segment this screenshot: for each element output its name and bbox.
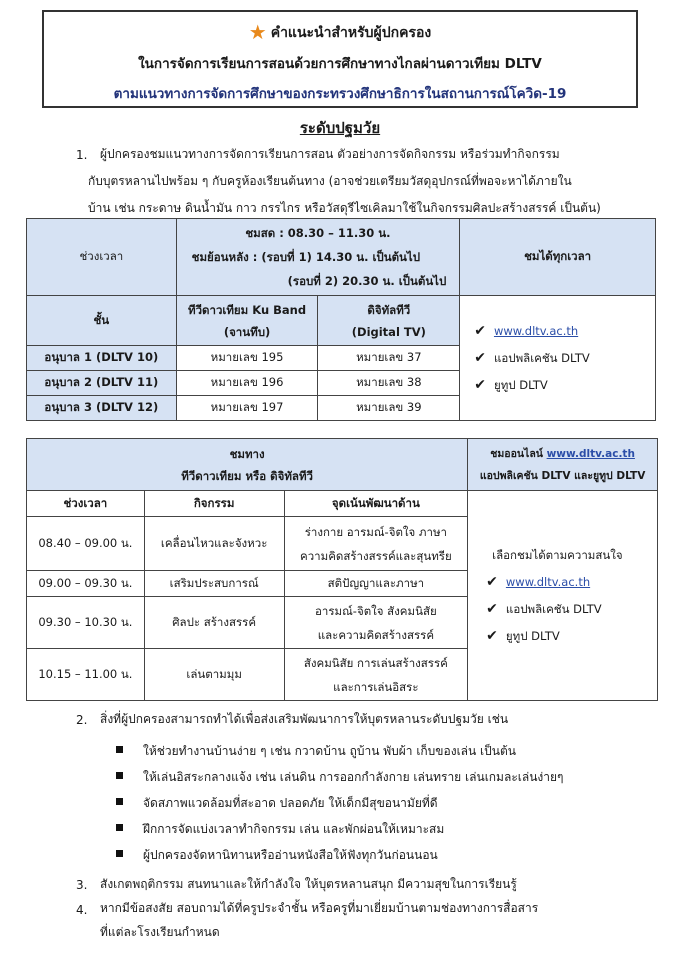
item1-number: 1. [76, 148, 88, 162]
broadcast-times: ชมสด : 08.30 – 11.30 น. ชมย้อนหลัง : (รอบที่ 1) 14.30 น. เป็นต้นไป (รอบที่ 2) 20.30 น. เป็นต้นไป [176, 219, 460, 296]
online-choices: เลือกชมได้ตามความสนใจ ✔ www.dltv.ac.th ✔ แอปพลิเคชัน DLTV ✔ ยูทูป DLTV [468, 491, 658, 701]
anytime-item [474, 318, 652, 345]
col-activity-header: กิจกรรม [144, 491, 284, 517]
table-row: อนุบาล 2 (DLTV 11) หมายเลข 196 หมายเลข 38 [27, 371, 656, 396]
anytime-item: ✔ ยูทูป DLTV [474, 376, 548, 393]
header-subtitle: ในการจัดการเรียนการสอนด้วยการศึกษาทางไกลผ่านดาวเทียม DLTV [138, 56, 542, 72]
header-guideline: ตามแนวทางการจัดการศึกษาของกระทรวงศึกษาธิการในสถานการณ์โควิด-19 [113, 86, 567, 102]
check-icon: ✔ [474, 349, 486, 366]
item2-number: 2. [76, 713, 88, 727]
header-box [42, 10, 638, 108]
anytime-header: ชมได้ทุกเวลา [460, 219, 656, 296]
table-row: อนุบาล 1 (DLTV 10) หมายเลข 195 หมายเลข 37 [27, 346, 656, 371]
bullet-icon [116, 746, 123, 753]
activity-table [26, 438, 658, 701]
col-focus-header: จุดเน้นพัฒนาด้าน [284, 491, 468, 517]
item4-text: หากมีข้อสงสัย สอบถามได้ที่ครูประจำชั้น หรือครูที่มาเยี่ยมบ้านตามช่องทางการสื่อสาร ที่แต่ละโรงเรียนกำหนด [100, 901, 539, 939]
check-icon: ✔ [486, 573, 498, 590]
item1-text: ผู้ปกครองชมแนวทางการจัดการเรียนการสอน ตัวอย่างการจัดกิจกรรม หรือร่วมทำกิจกรรม กับบุตรหลานไปพร้อม ๆ กับครูห้องเรียนต้นทาง (อาจช่วยเตรียมวัสดุอุปกรณ์ที่พอจะหาได้ภายใน บ้าน เช่น กระดาษ ดินน้ำมัน กาว กรรไกร หรือวัสดุรีไซเคิลมาใช้ในกิจกรรมศิลปะสร้างสรรค์ เป็นต้น) [88, 147, 601, 215]
table-row: 10.15 – 11.00 น. เล่นตามมุม สังคมนิสัย การเล่นสร้างสรรค์ และการเล่นอิสระ [27, 649, 658, 701]
table-row: อนุบาล 3 (DLTV 12) หมายเลข 197 หมายเลข 39 [27, 396, 656, 421]
level-header: ชั้น [27, 296, 177, 346]
table-row: 09.00 – 09.30 น. เสริมประสบการณ์ สติปัญญาและภาษา [27, 571, 658, 597]
ku-band-header: ทีวีดาวเทียม Ku Band (จานทึบ) [176, 296, 318, 346]
col-time-header: ช่วงเวลา [27, 491, 145, 517]
item2-text: สิ่งที่ผู้ปกครองสามารถทำได้เพื่อส่งเสริมพัฒนาการให้บุตรหลานระดับปฐมวัย เช่น [100, 712, 509, 726]
choice-item: ✔ แอปพลิเคชัน DLTV [486, 600, 602, 617]
item3-text: สังเกตพฤติกรรม สนทนาและให้กำลังใจ ให้บุตรหลานสนุก มีความสุขในการเรียนรู้ [100, 877, 517, 891]
check-icon: ✔ [486, 627, 498, 644]
dltv-website-link[interactable]: www.dltv.ac.th [493, 323, 579, 338]
watch-header: ชมทาง ทีวีดาวเทียม หรือ ดิจิทัลทีวี [27, 439, 468, 491]
schedule-table [26, 218, 656, 421]
table-row: 09.30 – 10.30 น. ศิลปะ สร้างสรรค์ อารมณ์-จิตใจ สังคมนิสัย และความคิดสร้างสรรค์ [27, 597, 658, 649]
dltv-website-link[interactable]: www.dltv.ac.th [505, 574, 591, 589]
choice-item [486, 569, 654, 596]
anytime-item: ✔ แอปพลิเคชัน DLTV [474, 349, 590, 366]
header-title: ★ คำแนะนำสำหรับผู้ปกครอง [248, 20, 432, 44]
check-icon: ✔ [474, 322, 486, 339]
online-header: ชมออนไลน์ www.dltv.ac.th แอปพลิเคชัน DLTV และยูทูป DLTV [468, 439, 658, 491]
check-icon: ✔ [486, 600, 498, 617]
anytime-channels [460, 296, 656, 421]
item4-number: 4. [76, 903, 88, 917]
bullet-icon [116, 798, 123, 805]
bullet-icon [116, 824, 123, 831]
star-icon: ★ [248, 20, 267, 44]
choice-item: ✔ ยูทูป DLTV [486, 627, 560, 644]
table-row: 08.40 – 09.00 น. เคลื่อนไหวและจังหวะ ร่างกาย อารมณ์-จิตใจ ภาษา ความคิดสร้างสรรค์และสุนทรีย [27, 517, 658, 571]
bullet-icon [116, 772, 123, 779]
online-link[interactable]: www.dltv.ac.th [546, 447, 635, 460]
time-header: ช่วงเวลา [27, 219, 177, 296]
check-icon: ✔ [474, 376, 486, 393]
item3-number: 3. [76, 878, 88, 892]
bullet-icon [116, 850, 123, 857]
section-title: ระดับปฐมวัย [299, 119, 381, 137]
digital-tv-header: ดิจิทัลทีวี (Digital TV) [318, 296, 460, 346]
